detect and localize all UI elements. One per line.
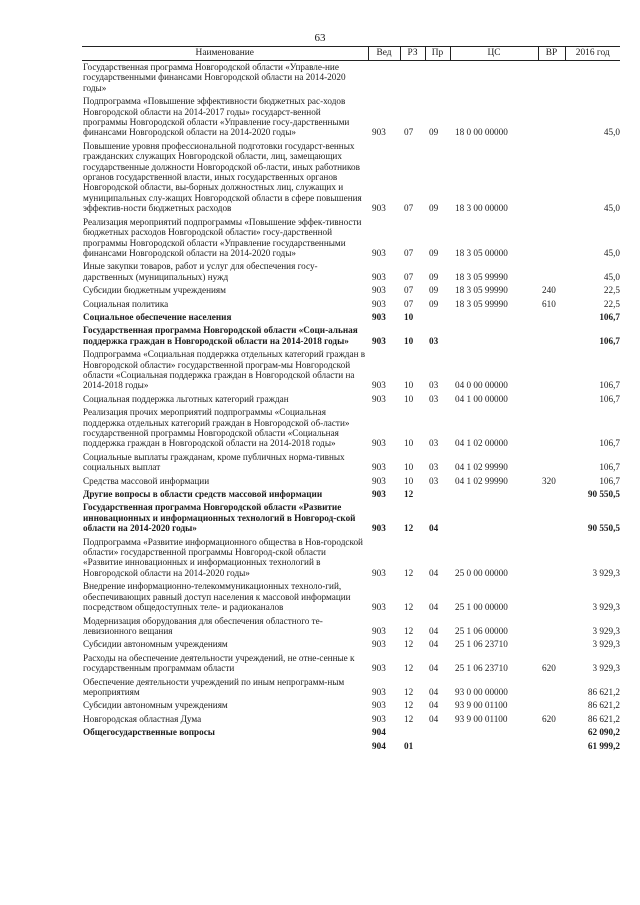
row-name: Другие вопросы в области средств массовой информации	[83, 489, 323, 500]
table-row	[82, 740, 620, 753]
table-row	[82, 475, 620, 488]
row-pr: 04	[429, 663, 439, 674]
table-row	[82, 652, 620, 676]
table-row	[82, 311, 620, 324]
row-name: Субсидии автономным учреждениям	[83, 700, 228, 711]
row-ved: 903	[372, 489, 386, 500]
row-name: Государственная программа Новгородской области «Управле-ние государственными финансами Новгородской области на 2014-2020 годы»	[83, 62, 346, 93]
row-rz: 12	[404, 713, 414, 724]
row-vr	[538, 216, 565, 261]
row-rz: 07	[404, 271, 414, 282]
row-vr	[538, 580, 565, 614]
row-ved: 903	[372, 438, 386, 449]
row-name: Государственная программа Новгородской области «Развитие инновационных и информационных технологий в Новгород-ской области на 2014-2020 годы»	[83, 502, 356, 534]
row-ved: 903	[372, 393, 386, 404]
row-name: Социальное обеспечение населения	[83, 311, 232, 322]
row-amount: 106,7	[599, 393, 620, 404]
row-pr: 04	[429, 700, 439, 711]
row-rz: 01	[404, 740, 414, 751]
row-cs: 04 1 02 99990	[455, 462, 508, 473]
header-cs: ЦС	[450, 47, 538, 61]
page-number: 63	[314, 32, 326, 44]
row-cs: 25 1 06 23710	[455, 663, 508, 674]
table-row	[82, 61, 620, 96]
row-cs: 04 1 02 99990	[455, 475, 508, 486]
header-ved: Вед	[368, 47, 400, 61]
table-row	[82, 615, 620, 639]
row-vr	[538, 406, 565, 451]
table-row	[82, 638, 620, 651]
row-pr: 09	[429, 203, 439, 214]
row-vr	[538, 740, 565, 753]
row-rz: 12	[404, 686, 414, 697]
table-row	[82, 501, 620, 535]
row-vr	[538, 61, 565, 96]
row-ved: 904	[372, 740, 386, 751]
row-ved: 903	[372, 663, 386, 674]
row-pr: 04	[429, 639, 439, 650]
row-amount: 45,0	[603, 271, 620, 282]
row-name: Подпрограмма «Социальная поддержка отдельных категорий граждан в Новгородской области» государственной програм-мы Новгородской области «Социальная поддержка граждан в Новгородской области на 2014-2018 годы»	[83, 349, 366, 391]
row-rz: 12	[404, 625, 414, 636]
row-cs: 25 1 00 00000	[455, 602, 508, 613]
row-rz	[400, 726, 425, 739]
table-row	[82, 699, 620, 712]
row-rz	[400, 61, 425, 96]
row-pr	[425, 488, 450, 501]
row-pr: 03	[429, 462, 439, 473]
row-rz: 10	[404, 380, 414, 391]
row-cs: 25 1 06 00000	[455, 625, 508, 636]
row-rz: 12	[404, 663, 414, 674]
table-row	[82, 260, 620, 284]
row-vr	[538, 536, 565, 581]
row-cs	[450, 488, 538, 501]
row-amount	[565, 61, 620, 96]
table-body	[82, 61, 620, 753]
row-vr	[538, 699, 565, 712]
row-name: Иные закупки товаров, работ и услуг для обеспечения госу-дарственных (муниципальных) нужд	[83, 261, 318, 282]
row-rz: 12	[404, 523, 414, 534]
row-name	[82, 740, 368, 753]
row-rz: 07	[404, 298, 414, 309]
row-amount: 86 621,2	[587, 713, 620, 724]
row-ved: 903	[372, 713, 386, 724]
row-ved: 903	[372, 639, 386, 650]
row-rz: 07	[404, 285, 414, 296]
row-pr: 03	[429, 393, 439, 404]
row-amount: 106,7	[599, 438, 620, 449]
row-amount: 61 999,2	[587, 740, 620, 751]
row-ved	[368, 61, 400, 96]
row-amount: 106,7	[599, 380, 620, 391]
row-amount: 3 929,3	[592, 602, 620, 613]
row-cs: 18 0 00 00000	[455, 127, 508, 138]
row-name: Средства массовой информации	[83, 475, 210, 486]
row-ved: 903	[372, 625, 386, 636]
row-pr: 09	[429, 298, 439, 309]
row-cs: 18 3 05 99990	[455, 298, 508, 309]
row-cs: 93 9 00 01100	[455, 700, 508, 711]
row-cs: 25 0 00 00000	[455, 567, 508, 578]
row-ved: 903	[372, 311, 386, 322]
row-amount: 106,7	[599, 311, 620, 322]
row-pr	[425, 740, 450, 753]
row-name: Подпрограмма «Повышение эффективности бюджетных рас-ходов Новгородской области на 2014-2017 годы» государст-венной программы Новгородской области «Управление госу-дарственными финансами Новгородской области на 2014-2020 годы»	[83, 96, 350, 138]
table-row	[82, 451, 620, 475]
row-rz: 10	[404, 311, 414, 322]
row-pr: 04	[429, 602, 439, 613]
row-ved: 903	[372, 462, 386, 473]
row-cs: 18 3 05 00000	[455, 247, 508, 258]
row-pr: 04	[429, 567, 439, 578]
row-rz: 12	[404, 489, 414, 500]
row-name: Общегосударственные вопросы	[83, 727, 215, 738]
row-ved: 903	[372, 602, 386, 613]
row-pr: 03	[429, 380, 439, 391]
row-amount: 3 929,3	[592, 663, 620, 674]
row-amount: 106,7	[599, 335, 620, 346]
row-pr: 09	[429, 271, 439, 282]
row-amount: 3 929,3	[592, 625, 620, 636]
row-cs: 18 3 05 99990	[455, 271, 508, 282]
row-rz: 12	[404, 700, 414, 711]
row-rz: 10	[404, 475, 414, 486]
row-pr: 04	[429, 625, 439, 636]
row-rz: 10	[404, 393, 414, 404]
row-cs: 18 3 00 00000	[455, 203, 508, 214]
row-ved: 903	[372, 298, 386, 309]
row-amount: 106,7	[599, 462, 620, 473]
row-ved: 903	[372, 567, 386, 578]
row-vr: 610	[542, 298, 556, 309]
row-amount: 3 929,3	[592, 639, 620, 650]
table-row	[82, 216, 620, 261]
row-name: Внедрение информационно-телекоммуникационных техноло-гий, обеспечивающих равный доступ населения к массовой информации посредством общедоступных теле- и радиоканалов	[83, 581, 351, 613]
row-vr	[538, 638, 565, 651]
row-pr	[425, 726, 450, 739]
table-row	[82, 713, 620, 726]
table-row	[82, 406, 620, 451]
row-name: Модернизация оборудования для обеспечения областного те-левизионного вещания	[83, 615, 323, 636]
table-row	[82, 298, 620, 311]
row-pr: 09	[429, 127, 439, 138]
row-ved: 903	[372, 380, 386, 391]
row-ved: 903	[372, 523, 386, 534]
row-rz: 07	[404, 127, 414, 138]
row-name: Расходы на обеспечение деятельности учреждений, не отне-сенные к государственным программам области	[83, 652, 355, 674]
row-rz: 07	[404, 247, 414, 258]
row-cs	[450, 324, 538, 348]
row-vr	[538, 311, 565, 324]
row-amount: 90 550,5	[587, 489, 620, 500]
row-name: Субсидии бюджетным учреждениям	[83, 285, 226, 296]
header-name: Наименование	[82, 47, 368, 61]
table-row	[82, 488, 620, 501]
table-row	[82, 726, 620, 739]
row-ved: 903	[372, 247, 386, 258]
header-vr: ВР	[538, 47, 565, 61]
row-ved: 903	[372, 335, 386, 346]
row-name: Государственная программа Новгородской области «Соци-альная поддержка граждан в Новгородской области на 2014-2018 годы»	[83, 325, 358, 346]
row-amount: 90 550,5	[587, 523, 620, 534]
row-cs: 04 0 00 00000	[455, 380, 508, 391]
row-rz: 10	[404, 462, 414, 473]
table-row	[82, 536, 620, 581]
header-year: 2016 год	[565, 47, 620, 61]
row-vr: 240	[542, 285, 556, 296]
row-vr: 320	[542, 475, 556, 486]
row-name: Субсидии автономным учреждениям	[83, 639, 228, 650]
row-vr: 620	[542, 713, 556, 724]
row-vr	[538, 726, 565, 739]
row-pr	[425, 61, 450, 96]
row-name: Социальные выплаты гражданам, кроме публичных норма-тивных социальных выплат	[83, 451, 345, 473]
row-rz: 12	[404, 602, 414, 613]
row-pr: 09	[429, 247, 439, 258]
row-vr	[538, 393, 565, 406]
row-cs	[450, 311, 538, 324]
row-vr: 620	[542, 663, 556, 674]
table-row	[82, 140, 620, 216]
row-cs	[450, 726, 538, 739]
row-cs: 04 1 00 00000	[455, 393, 508, 404]
row-amount: 3 929,3	[592, 567, 620, 578]
row-cs: 25 1 06 23710	[455, 639, 508, 650]
row-ved: 903	[372, 203, 386, 214]
row-rz: 10	[404, 438, 414, 449]
row-name: Новгородская областная Дума	[83, 713, 202, 724]
row-vr	[538, 676, 565, 700]
row-name: Социальная политика	[83, 298, 169, 309]
row-pr: 03	[429, 475, 439, 486]
row-vr	[538, 488, 565, 501]
row-vr	[538, 615, 565, 639]
row-pr	[425, 311, 450, 324]
row-amount: 22,5	[603, 298, 620, 309]
row-amount: 22,5	[603, 285, 620, 296]
table-row	[82, 95, 620, 140]
table-row	[82, 284, 620, 297]
row-ved: 903	[372, 700, 386, 711]
row-amount: 86 621,2	[587, 686, 620, 697]
header-rz: РЗ	[400, 47, 425, 61]
row-name: Подпрограмма «Развитие информационного общества в Нов-городской области» государственной программы Новгород-ской области «Развитие инновационных и информационных технологий в Новгородской области на 2014-2020 годы»	[83, 536, 363, 578]
budget-table	[82, 46, 620, 753]
row-rz: 10	[404, 335, 414, 346]
row-pr: 03	[429, 335, 439, 346]
row-name: Социальная поддержка льготных категорий граждан	[83, 393, 289, 404]
table-row	[82, 324, 620, 348]
row-cs: 18 3 05 99990	[455, 285, 508, 296]
row-amount: 86 621,2	[587, 700, 620, 711]
row-ved: 903	[372, 271, 386, 282]
row-ved: 903	[372, 127, 386, 138]
table-header	[82, 47, 620, 61]
row-vr	[538, 348, 565, 393]
row-vr	[538, 260, 565, 284]
row-pr: 04	[429, 523, 439, 534]
row-amount: 45,0	[603, 247, 620, 258]
table-row	[82, 393, 620, 406]
row-name: Реализация мероприятий подпрограммы «Повышение эффек-тивности бюджетных расходов Новгородской области» госу-дарственной программы Новгородской области «Управление государственными финансами Новгородской области на 2014-2020 годы»	[83, 216, 362, 258]
row-name: Реализация прочих мероприятий подпрограммы «Социальная поддержка отдельных категорий граждан в Новгородской об-ласти» государственной программы Новгородской области «Социальная поддержка граждан в Новгородской области на 2014-2018 годы»	[83, 407, 350, 449]
row-amount: 45,0	[603, 127, 620, 138]
row-vr	[538, 501, 565, 535]
row-rz: 12	[404, 639, 414, 650]
row-pr: 04	[429, 713, 439, 724]
row-ved: 903	[372, 285, 386, 296]
row-amount: 45,0	[603, 203, 620, 214]
table-row	[82, 580, 620, 614]
row-ved: 903	[372, 475, 386, 486]
row-ved: 903	[372, 686, 386, 697]
row-cs: 04 1 02 00000	[455, 438, 508, 449]
table-row	[82, 676, 620, 700]
row-cs	[450, 740, 538, 753]
row-vr	[538, 451, 565, 475]
row-pr: 09	[429, 285, 439, 296]
row-vr	[538, 324, 565, 348]
row-rz: 07	[404, 203, 414, 214]
row-pr: 03	[429, 438, 439, 449]
row-ved: 904	[372, 727, 386, 738]
row-pr: 04	[429, 686, 439, 697]
row-rz: 12	[404, 567, 414, 578]
row-cs: 93 9 00 01100	[455, 713, 508, 724]
header-pr: Пр	[425, 47, 450, 61]
row-name: Повышение уровня профессиональной подготовки государст-венных гражданских служащих Новгородской области, лиц, замещающих государственные должности Новгородской об-ласти, иных работников органов государственной власти, иных государственных органов Новгородской области, вы-борных должностных лиц, служащих и муниципальных слу-жащих Новгородской области в сфере повышения эффектив-ности бюджетных расходов	[83, 140, 362, 214]
row-name: Обеспечение деятельности учреждений по иным непрограмм-ным мероприятиям	[83, 676, 345, 697]
table-row	[82, 348, 620, 393]
row-cs	[450, 61, 538, 96]
row-vr	[538, 95, 565, 140]
row-amount: 106,7	[599, 475, 620, 486]
row-amount: 62 090,2	[587, 727, 620, 738]
row-vr	[538, 140, 565, 216]
row-cs	[450, 501, 538, 535]
row-cs: 93 0 00 00000	[455, 686, 508, 697]
